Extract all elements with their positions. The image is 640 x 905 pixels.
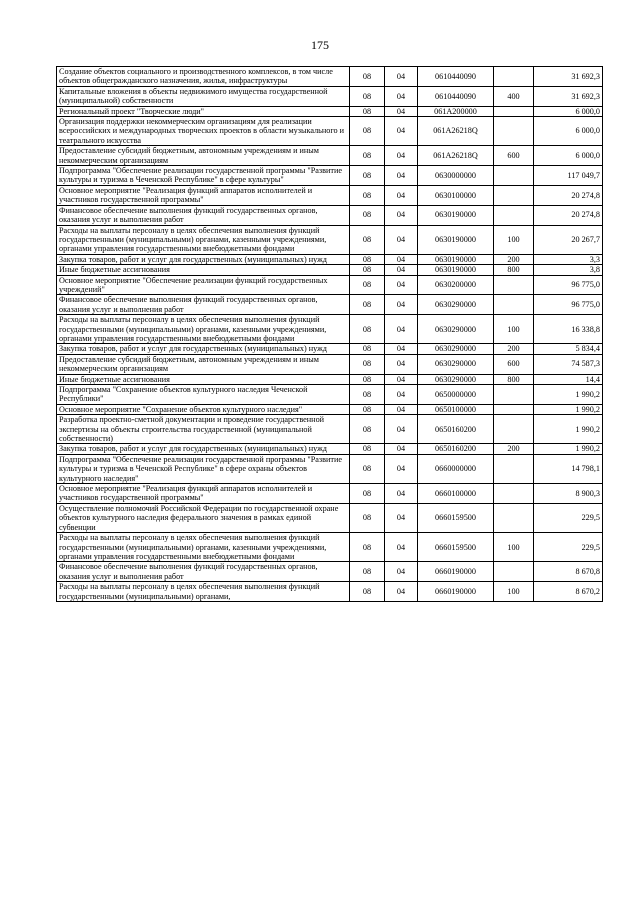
row-target-article: 0660190000 <box>418 582 494 602</box>
row-section: 08 <box>350 275 385 295</box>
row-expense-type <box>494 503 534 532</box>
row-name: Подпрограмма "Обеспечение реализации государственной программы "Развитие культуры и туризма в Чеченской Республике" в сфере охраны объектов культурного наследия" <box>57 454 350 483</box>
row-subsection: 04 <box>385 166 418 186</box>
row-expense-type: 200 <box>494 254 534 264</box>
row-subsection: 04 <box>385 503 418 532</box>
row-sum: 229,5 <box>534 533 603 562</box>
table-row <box>57 166 603 186</box>
row-target-article: 0630190000 <box>418 254 494 264</box>
table-row <box>57 344 603 354</box>
row-name: Капитальные вложения в объекты недвижимого имущества государственной (муниципальной) собственности <box>57 86 350 106</box>
row-subsection: 04 <box>385 533 418 562</box>
table-row <box>57 146 603 166</box>
row-name: Финансовое обеспечение выполнения функций государственных органов, оказания услуг и выполнения работ <box>57 205 350 225</box>
row-expense-type <box>494 185 534 205</box>
row-target-article: 0630290000 <box>418 295 494 315</box>
row-sum: 117 049,7 <box>534 166 603 186</box>
table-row <box>57 254 603 264</box>
row-section: 08 <box>350 205 385 225</box>
table-row <box>57 374 603 384</box>
row-sum: 229,5 <box>534 503 603 532</box>
row-sum: 6 000,0 <box>534 106 603 116</box>
row-name: Закупка товаров, работ и услуг для государственных (муниципальных) нужд <box>57 254 350 264</box>
row-sum: 8 900,3 <box>534 484 603 504</box>
row-section: 08 <box>350 385 385 405</box>
row-section: 08 <box>350 444 385 454</box>
row-expense-type <box>494 295 534 315</box>
row-name: Основное мероприятие "Сохранение объектов культурного наследия" <box>57 404 350 414</box>
row-section: 08 <box>350 344 385 354</box>
row-target-article: 0630190000 <box>418 265 494 275</box>
row-expense-type: 600 <box>494 146 534 166</box>
row-sum: 6 000,0 <box>534 117 603 146</box>
row-subsection: 04 <box>385 106 418 116</box>
row-expense-type <box>494 106 534 116</box>
budget-table <box>56 66 603 602</box>
row-expense-type <box>494 404 534 414</box>
row-expense-type <box>494 454 534 483</box>
row-sum: 1 990,2 <box>534 415 603 444</box>
table-row <box>57 354 603 374</box>
row-target-article: 061A26218Q <box>418 117 494 146</box>
row-section: 08 <box>350 265 385 275</box>
row-expense-type <box>494 67 534 87</box>
row-section: 08 <box>350 562 385 582</box>
table-row <box>57 503 603 532</box>
row-expense-type <box>494 275 534 295</box>
row-sum: 3,8 <box>534 265 603 275</box>
row-name: Закупка товаров, работ и услуг для государственных (муниципальных) нужд <box>57 444 350 454</box>
row-subsection: 04 <box>385 117 418 146</box>
row-sum: 20 267,7 <box>534 225 603 254</box>
row-target-article: 0630200000 <box>418 275 494 295</box>
table-row <box>57 205 603 225</box>
row-target-article: 0630190000 <box>418 205 494 225</box>
row-section: 08 <box>350 415 385 444</box>
row-section: 08 <box>350 67 385 87</box>
row-section: 08 <box>350 374 385 384</box>
row-sum: 96 775,0 <box>534 275 603 295</box>
row-name: Основное мероприятие "Реализация функций аппаратов исполнителей и участников государственной программы" <box>57 185 350 205</box>
table-row <box>57 265 603 275</box>
row-subsection: 04 <box>385 484 418 504</box>
row-section: 08 <box>350 254 385 264</box>
row-expense-type: 100 <box>494 582 534 602</box>
row-sum: 1 990,2 <box>534 385 603 405</box>
row-name: Расходы на выплаты персоналу в целях обеспечения выполнения функций государственными (муниципальными) органами, казенными учреждениями, органами управления государственными внебюджетными фондами <box>57 533 350 562</box>
row-subsection: 04 <box>385 354 418 374</box>
table-row <box>57 415 603 444</box>
row-section: 08 <box>350 454 385 483</box>
row-target-article: 0650000000 <box>418 385 494 405</box>
row-target-article: 061A26218Q <box>418 146 494 166</box>
row-sum: 8 670,8 <box>534 562 603 582</box>
row-target-article: 0660159500 <box>418 503 494 532</box>
row-sum: 8 670,2 <box>534 582 603 602</box>
row-expense-type <box>494 415 534 444</box>
row-name: Иные бюджетные ассигнования <box>57 265 350 275</box>
row-name: Подпрограмма "Обеспечение реализации государственной программы "Развитие культуры и туризма в Чеченской Республике" в сфере культуры" <box>57 166 350 186</box>
row-sum: 20 274,8 <box>534 185 603 205</box>
table-row <box>57 67 603 87</box>
row-target-article: 0660190000 <box>418 562 494 582</box>
table-row <box>57 275 603 295</box>
row-target-article: 0660100000 <box>418 484 494 504</box>
row-section: 08 <box>350 86 385 106</box>
row-name: Предоставление субсидий бюджетным, автономным учреждениям и иным некоммерческим организациям <box>57 354 350 374</box>
row-name: Основное мероприятие "Обеспечение реализации функций государственных учреждений" <box>57 275 350 295</box>
row-expense-type <box>494 205 534 225</box>
row-target-article: 061A200000 <box>418 106 494 116</box>
row-section: 08 <box>350 533 385 562</box>
row-expense-type <box>494 117 534 146</box>
row-name: Разработка проектно-сметной документации и проведение государственной экспертизы на объекты строительства государственной (муниципальной собственности) <box>57 415 350 444</box>
row-name: Подпрограмма "Сохранение объектов культурного наследия Чеченской Республики" <box>57 385 350 405</box>
row-target-article: 0630290000 <box>418 354 494 374</box>
row-section: 08 <box>350 354 385 374</box>
row-subsection: 04 <box>385 295 418 315</box>
row-expense-type: 400 <box>494 86 534 106</box>
row-subsection: 04 <box>385 385 418 405</box>
row-subsection: 04 <box>385 344 418 354</box>
row-section: 08 <box>350 185 385 205</box>
row-name: Основное мероприятие "Реализация функций аппаратов исполнителей и участников государственной программы" <box>57 484 350 504</box>
table-row <box>57 582 603 602</box>
row-target-article: 0630100000 <box>418 185 494 205</box>
row-section: 08 <box>350 117 385 146</box>
budget-table-body <box>57 67 603 602</box>
table-row <box>57 484 603 504</box>
table-row <box>57 185 603 205</box>
row-expense-type <box>494 562 534 582</box>
row-section: 08 <box>350 315 385 344</box>
row-target-article: 0630000000 <box>418 166 494 186</box>
row-name: Региональный проект "Творческие люди" <box>57 106 350 116</box>
row-target-article: 0630290000 <box>418 374 494 384</box>
table-row <box>57 295 603 315</box>
row-target-article: 0650160200 <box>418 444 494 454</box>
row-sum: 31 692,3 <box>534 86 603 106</box>
row-subsection: 04 <box>385 275 418 295</box>
row-name: Предоставление субсидий бюджетным, автономным учреждениям и иным некоммерческим организациям <box>57 146 350 166</box>
row-section: 08 <box>350 404 385 414</box>
row-expense-type: 800 <box>494 374 534 384</box>
table-row <box>57 533 603 562</box>
row-expense-type: 100 <box>494 225 534 254</box>
row-expense-type: 100 <box>494 533 534 562</box>
row-expense-type: 800 <box>494 265 534 275</box>
row-subsection: 04 <box>385 454 418 483</box>
row-subsection: 04 <box>385 404 418 414</box>
table-row <box>57 315 603 344</box>
row-sum: 1 990,2 <box>534 404 603 414</box>
row-name: Создание объектов социального и производственного комплексов, в том числе объектов общегражданского назначения, жилья, инфраструктуры <box>57 67 350 87</box>
row-subsection: 04 <box>385 146 418 166</box>
row-name: Расходы на выплаты персоналу в целях обеспечения выполнения функций государственными (муниципальными) органами, <box>57 582 350 602</box>
row-subsection: 04 <box>385 254 418 264</box>
row-section: 08 <box>350 106 385 116</box>
row-expense-type: 600 <box>494 354 534 374</box>
row-section: 08 <box>350 503 385 532</box>
row-target-article: 0630290000 <box>418 315 494 344</box>
row-name: Расходы на выплаты персоналу в целях обеспечения выполнения функций государственными (муниципальными) органами, казенными учреждениями, органами управления государственными внебюджетными фондами <box>57 315 350 344</box>
row-sum: 6 000,0 <box>534 146 603 166</box>
table-row <box>57 117 603 146</box>
row-section: 08 <box>350 484 385 504</box>
row-sum: 14,4 <box>534 374 603 384</box>
row-sum: 5 834,4 <box>534 344 603 354</box>
row-subsection: 04 <box>385 67 418 87</box>
row-subsection: 04 <box>385 205 418 225</box>
row-sum: 1 990,2 <box>534 444 603 454</box>
row-target-article: 0650100000 <box>418 404 494 414</box>
row-name: Расходы на выплаты персоналу в целях обеспечения выполнения функций государственными (муниципальными) органами, казенными учреждениями, органами управления государственными внебюджетными фондами <box>57 225 350 254</box>
row-expense-type <box>494 385 534 405</box>
row-section: 08 <box>350 146 385 166</box>
row-section: 08 <box>350 166 385 186</box>
row-subsection: 04 <box>385 582 418 602</box>
row-expense-type <box>494 484 534 504</box>
row-sum: 31 692,3 <box>534 67 603 87</box>
row-subsection: 04 <box>385 225 418 254</box>
row-subsection: 04 <box>385 265 418 275</box>
row-expense-type: 100 <box>494 315 534 344</box>
row-expense-type: 200 <box>494 444 534 454</box>
row-target-article: 0650160200 <box>418 415 494 444</box>
row-sum: 74 587,3 <box>534 354 603 374</box>
row-name: Осуществление полномочий Российской Федерации по государственной охране объектов культурного наследия федерального значения в рамках единой субвенции <box>57 503 350 532</box>
row-subsection: 04 <box>385 562 418 582</box>
row-target-article: 0630290000 <box>418 344 494 354</box>
row-subsection: 04 <box>385 315 418 344</box>
row-target-article: 0630190000 <box>418 225 494 254</box>
row-name: Закупка товаров, работ и услуг для государственных (муниципальных) нужд <box>57 344 350 354</box>
row-target-article: 0610440090 <box>418 86 494 106</box>
row-name: Иные бюджетные ассигнования <box>57 374 350 384</box>
row-section: 08 <box>350 295 385 315</box>
row-subsection: 04 <box>385 415 418 444</box>
row-sum: 14 798,1 <box>534 454 603 483</box>
row-expense-type: 200 <box>494 344 534 354</box>
row-subsection: 04 <box>385 86 418 106</box>
row-sum: 96 775,0 <box>534 295 603 315</box>
row-target-article: 0610440090 <box>418 67 494 87</box>
row-section: 08 <box>350 582 385 602</box>
table-row <box>57 225 603 254</box>
page-number: 175 <box>311 38 329 52</box>
row-target-article: 0660159500 <box>418 533 494 562</box>
table-row <box>57 404 603 414</box>
row-target-article: 0660000000 <box>418 454 494 483</box>
row-subsection: 04 <box>385 444 418 454</box>
table-row <box>57 454 603 483</box>
row-name: Финансовое обеспечение выполнения функций государственных органов, оказания услуг и выполнения работ <box>57 295 350 315</box>
table-row <box>57 106 603 116</box>
row-sum: 20 274,8 <box>534 205 603 225</box>
row-name: Организация поддержки некоммерческим организациям для реализации всероссийских и международных творческих проектов в области музыкального и театрального искусства <box>57 117 350 146</box>
row-sum: 3,3 <box>534 254 603 264</box>
row-subsection: 04 <box>385 374 418 384</box>
row-subsection: 04 <box>385 185 418 205</box>
row-section: 08 <box>350 225 385 254</box>
table-row <box>57 444 603 454</box>
table-row <box>57 86 603 106</box>
table-row <box>57 562 603 582</box>
table-row <box>57 385 603 405</box>
row-sum: 16 338,8 <box>534 315 603 344</box>
row-expense-type <box>494 166 534 186</box>
row-name: Финансовое обеспечение выполнения функций государственных органов, оказания услуг и выполнения работ <box>57 562 350 582</box>
